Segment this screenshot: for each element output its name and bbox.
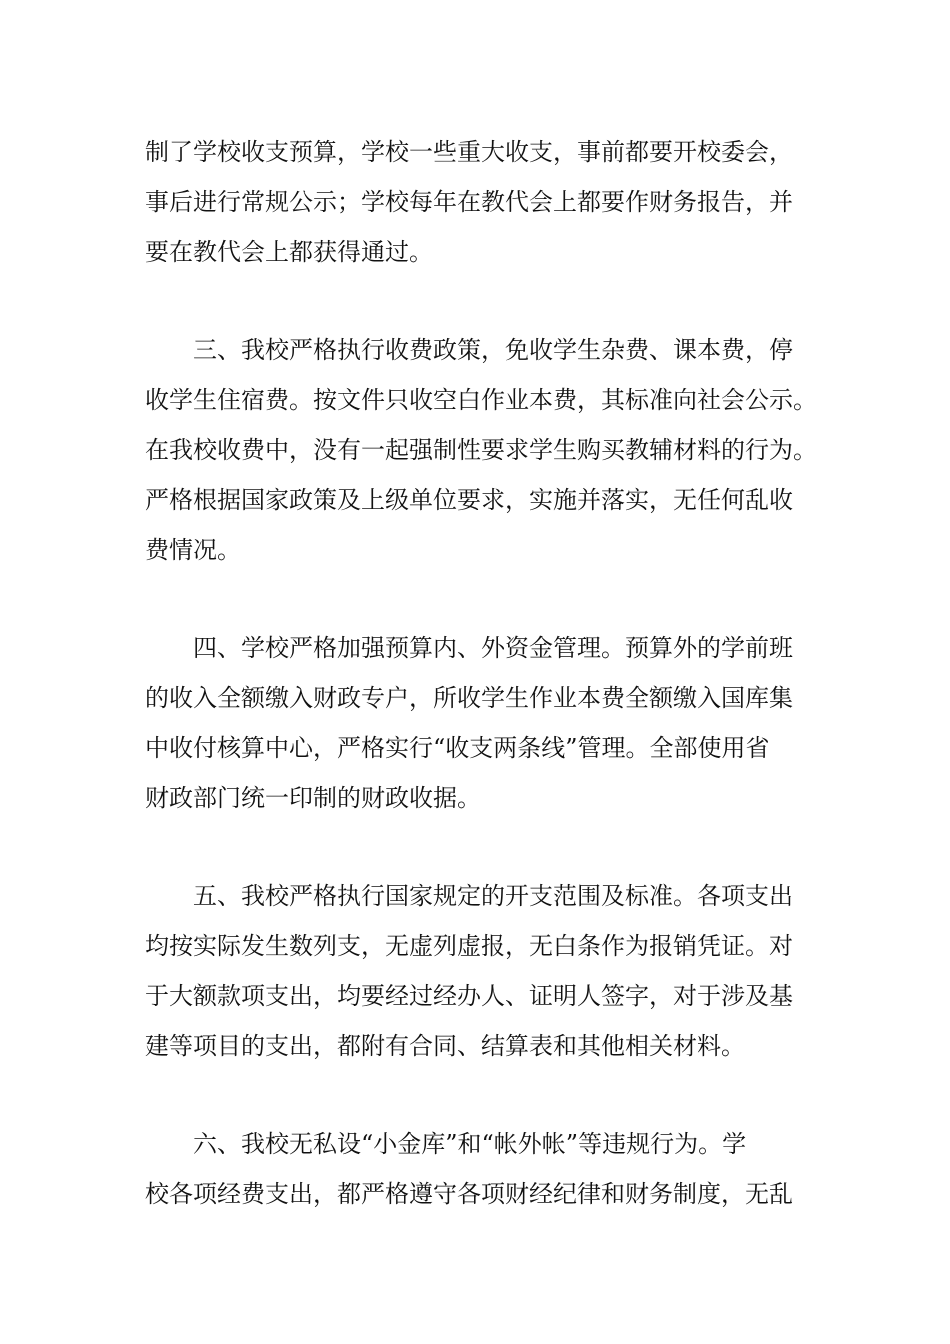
text-line: 建等项目的支出，都附有合同、结算表和其他相关材料。 (145, 1032, 745, 1060)
paragraph-section-4 (145, 623, 825, 823)
text-line: 财政部门统一印制的财政收据。 (145, 784, 481, 812)
text-line: 收学生住宿费。按文件只收空白作业本费，其标准向社会公示。 (145, 386, 817, 414)
paragraph-section-3 (145, 325, 825, 575)
text-line: 均按实际发生数列支，无虚列虚报，无白条作为报销凭证。对 (145, 932, 793, 960)
text-line: 中收付核算中心，严格实行“收支两条线”管理。全部使用省 (145, 734, 770, 762)
text-line: 在我校收费中，没有一起强制性要求学生购买教辅材料的行为。 (145, 436, 817, 464)
text-line: 的收入全额缴入财政专户，所收学生作业本费全额缴入国库集 (145, 684, 793, 712)
text-line: 要在教代会上都获得通过。 (145, 238, 433, 266)
paragraph-budget-continuation (145, 127, 825, 277)
paragraph-section-6 (145, 1119, 825, 1219)
text-line: 四、学校严格加强预算内、外资金管理。预算外的学前班 (145, 634, 793, 662)
text-line: 五、我校严格执行国家规定的开支范围及标准。各项支出 (145, 882, 793, 910)
text-line: 于大额款项支出，均要经过经办人、证明人签字，对于涉及基 (145, 982, 793, 1010)
text-line: 费情况。 (145, 536, 241, 564)
paragraph-section-5 (145, 871, 825, 1071)
text-line: 校各项经费支出，都严格遵守各项财经纪律和财务制度，无乱 (145, 1180, 793, 1208)
text-line: 三、我校严格执行收费政策，免收学生杂费、课本费，停 (145, 336, 793, 364)
text-line: 事后进行常规公示；学校每年在教代会上都要作财务报告，并 (145, 188, 793, 216)
text-line: 制了学校收支预算，学校一些重大收支，事前都要开校委会， (145, 138, 793, 166)
text-line: 严格根据国家政策及上级单位要求，实施并落实，无任何乱收 (145, 486, 793, 514)
text-line: 六、我校无私设“小金库”和“帐外帐”等违规行为。学 (145, 1130, 747, 1158)
